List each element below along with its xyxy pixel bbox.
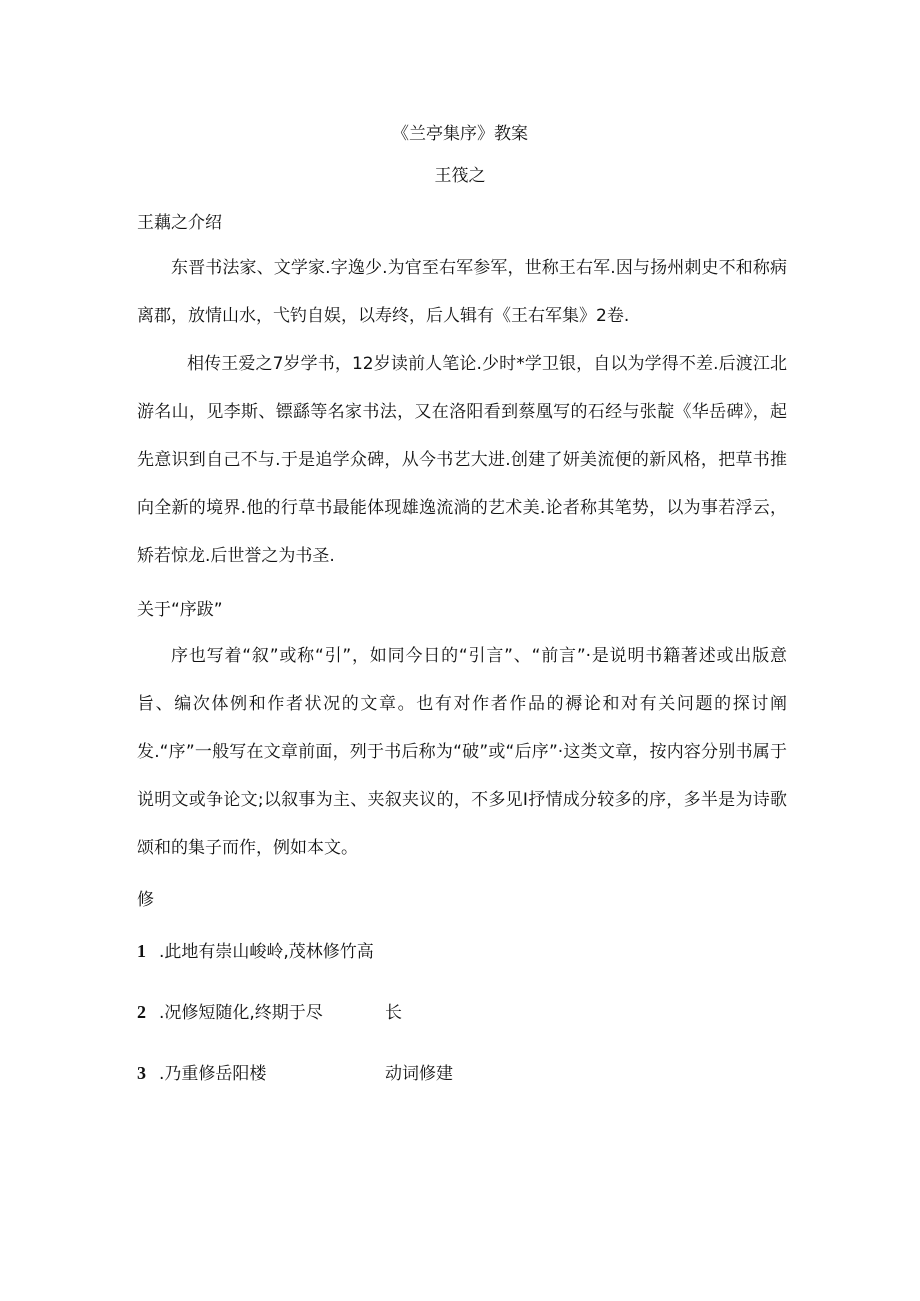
xiu-item-number: 2 [137,1002,146,1022]
xiu-item-note: 动词修建 [385,1064,453,1084]
xiu-item-note: 长 [385,1003,402,1023]
xiu-item-number: 3 [137,1063,146,1083]
intro-heading: 王藕之介绍 [137,213,222,233]
xiu-item-2 [137,998,402,1023]
xiu-heading: 修 [137,890,154,910]
xiu-item-number: 1 [137,941,146,961]
document-author: 王筏之 [434,166,486,186]
xiu-item-text: .此地有崇山峻岭,茂林修竹高 [159,942,374,962]
intro-paragraph-2: 相传王爱之7岁学书，12岁读前人笔论.少时*学卫银，自以为学得不差.后渡江北游名山，见李斯、镖繇等名家书法，又在洛阳看到蔡凰写的石经与张靛《华岳碑》，起先意识到自己不与.于是追学众碑，从今书艺大进.创建了妍美流便的新风格，把草书推向全新的境界.他的行草书最能体现雄逸流淌的艺术美.论者称其笔势，以为事若浮云，矫若惊龙.后世誉之为书圣. [137,354,787,566]
xiu-item-text: .乃重修岳阳楼 [159,1064,267,1084]
xiu-item-1 [137,937,374,962]
intro-paragraph-1: 东晋书法家、文学家.字逸少.为官至右军参军，世称王右军.因与扬州刺史不和称病离郡，放情山水，弋钓自娱，以寿终，后人辑有《王右军集》2卷. [137,258,787,326]
xiu-item-3 [137,1059,453,1084]
xuba-heading: 关于“序跋” [137,600,223,620]
document-title: 《兰亭集序》教案 [392,124,528,144]
xiu-item-text: .况修短随化,终期于尽 [159,1003,323,1023]
xuba-paragraph: 序也写着“叙”或称“引”，如同今日的“引言”、“前言”·是说明书籍著述或出版意旨、编次体例和作者状况的文章。也有对作者作品的褥论和对有关问题的探讨阐发.“序”一般写在文章前面，列于书后称为“破”或“后序”·这类文章，按内容分别书属于说明文或争论文;以叙事为主、夹叙夹议的，不多见I抒情成分较多的序，多半是为诗歌颂和的集子而作，例如本文。 [137,646,787,858]
